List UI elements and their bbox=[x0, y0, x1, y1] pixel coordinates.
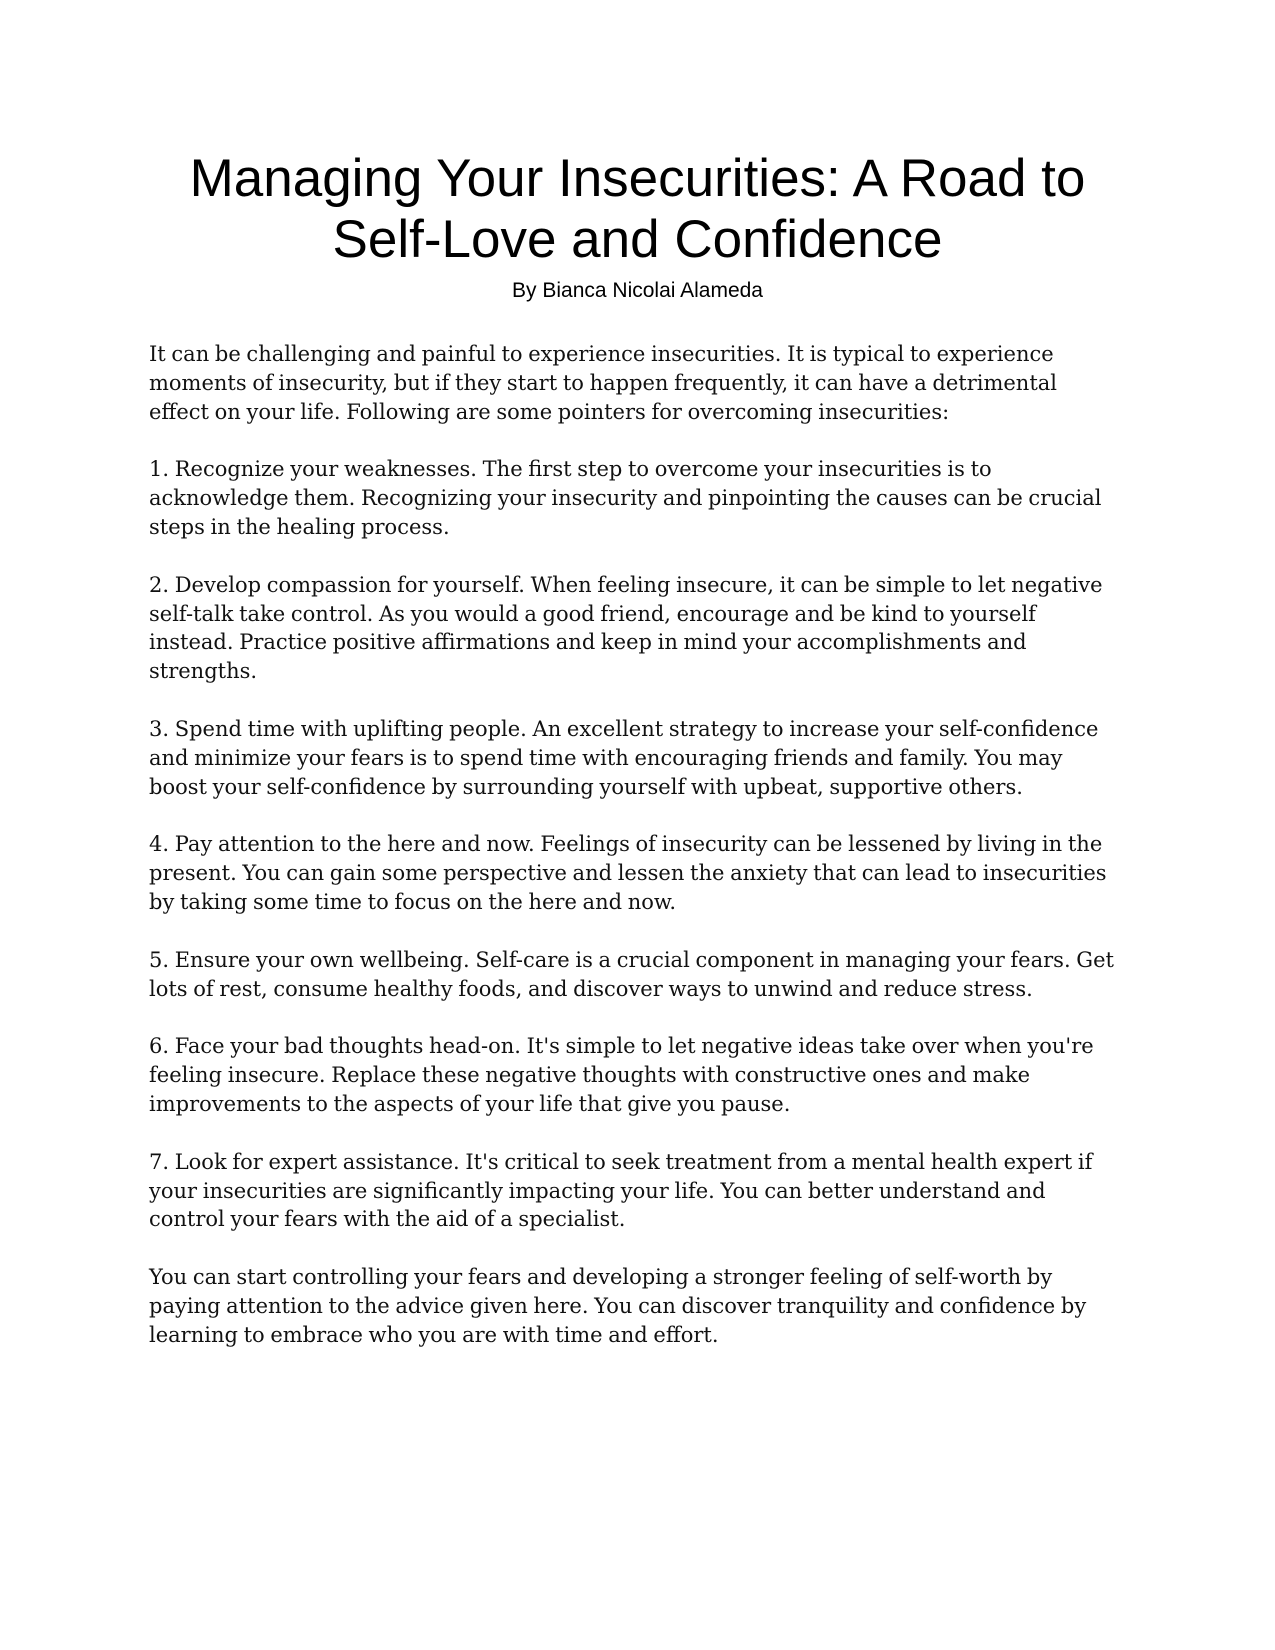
tip-paragraph-3: 3. Spend time with uplifting people. An excellent strategy to increase your self-confidence and minimize your fears is to spend time with encouraging friends and family. You may boost your self-confidence by surrounding yourself with upbeat, supportive others. bbox=[149, 716, 1099, 799]
tip-paragraph-5: 5. Ensure your own wellbeing. Self-care is a crucial component in managing your fears. Get lots of rest, consume healthy foods, and discover ways to unwind and reduce stress. bbox=[149, 947, 1114, 1001]
intro-paragraph: It can be challenging and painful to experience insecurities. It is typical to experience moments of insecurity, but if they start to happen frequently, it can have a detrimental effect on your life. Following are some pointers for overcoming insecurities: bbox=[149, 342, 1058, 424]
tip-paragraph-2: 2. Develop compassion for yourself. When feeling insecure, it can be simple to let negative self-talk take control. As you would a good friend, encourage and be kind to yourself instead. Practice positive affirmations and keep in mind your accomplishments and strengths. bbox=[149, 572, 1103, 684]
document-body bbox=[149, 340, 1129, 1379]
tip-paragraph-7: 7. Look for expert assistance. It's critical to seek treatment from a mental health expert if your insecurities are significantly impacting your life. You can better understand and control your fears with the aid of a specialist. bbox=[149, 1149, 1093, 1232]
document-title: Managing Your Insecurities: A Road to Self-Love and Confidence bbox=[189, 149, 1086, 269]
conclusion-paragraph: You can start controlling your fears and developing a stronger feeling of self-worth by paying attention to the advice given here. You can discover tranquility and confidence by learning to embrace who you are with time and effort. bbox=[149, 1265, 1087, 1347]
tip-paragraph-4: 4. Pay attention to the here and now. Feelings of insecurity can be lessened by living in the present. You can gain some perspective and lessen the anxiety that can lead to insecurities by taking some time to focus on the here and now. bbox=[149, 832, 1107, 914]
tip-paragraph-1: 1. Recognize your weaknesses. The first step to overcome your insecurities is to acknowledge them. Recognizing your insecurity and pinpointing the causes can be crucial steps in the healing process. bbox=[149, 457, 1102, 539]
tip-paragraph-6: 6. Face your bad thoughts head-on. It's simple to let negative ideas take over when you're feeling insecure. Replace these negative thoughts with constructive ones and make improvements to the aspects of your life that give you pause. bbox=[149, 1034, 1094, 1116]
author-byline: By Bianca Nicolai Alameda bbox=[512, 279, 763, 302]
